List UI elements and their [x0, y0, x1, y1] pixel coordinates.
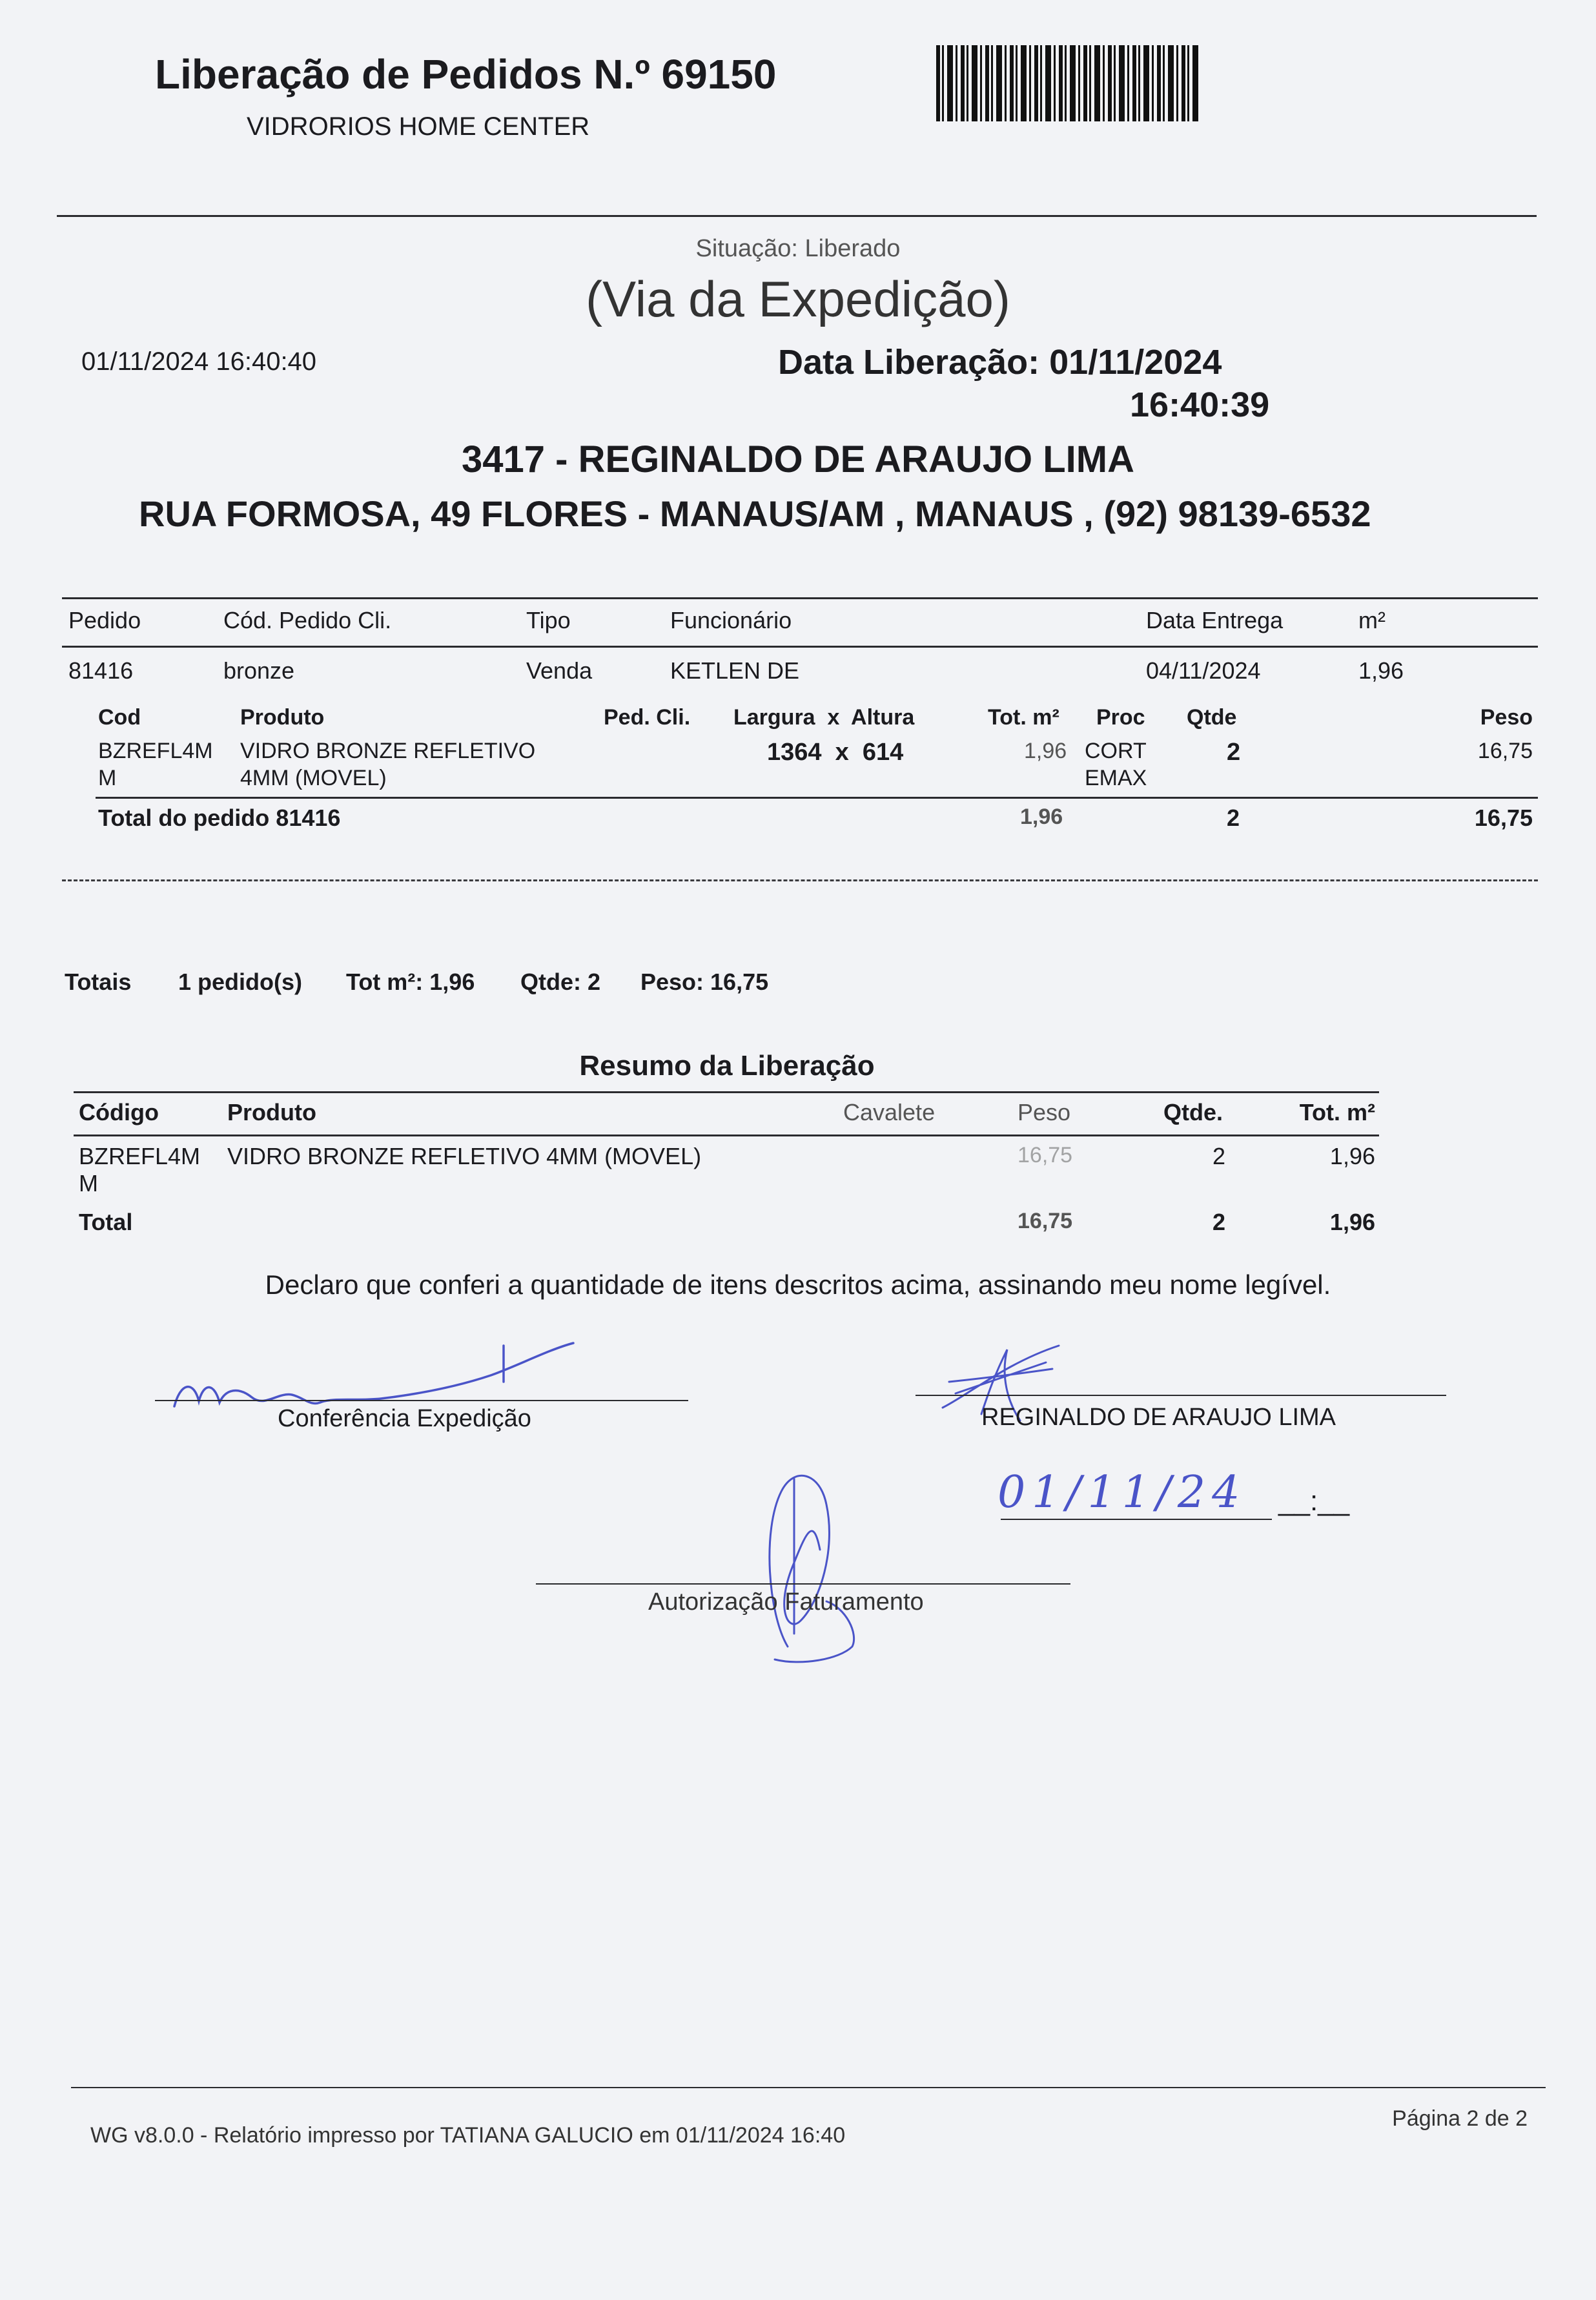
footer-page-number: Página 2 de 2	[1392, 2106, 1528, 2131]
order-cod-cli: bronze	[223, 657, 295, 684]
col-funcionario: Funcionário	[670, 607, 792, 633]
item-proc-line1: CORT	[1085, 739, 1147, 763]
order-total-qtde: 2	[1227, 805, 1240, 831]
summary-col-codigo: Código	[79, 1099, 159, 1125]
items-col-largura-altura: Largura x Altura	[733, 705, 915, 730]
summary-produto: VIDRO BRONZE REFLETIVO 4MM (MOVEL)	[227, 1143, 702, 1169]
item-peso: 16,75	[1477, 739, 1533, 763]
client-signature-label: REGINALDO DE ARAUJO LIMA	[981, 1404, 1336, 1431]
items-col-peso: Peso	[1480, 705, 1533, 730]
summary-col-peso: Peso	[1018, 1099, 1071, 1125]
order-funcionario: KETLEN DE	[670, 657, 800, 684]
declaration-text: Declaro que conferi a quantidade de itens descritos acima, assinando meu nome legível.	[265, 1269, 1331, 1300]
summary-codigo-line2: M	[79, 1170, 98, 1196]
summary-codigo-line1: BZREFL4M	[79, 1143, 201, 1169]
totals-label: Totais	[65, 969, 132, 995]
release-date: Data Liberação: 01/11/2024	[778, 343, 1222, 382]
order-tipo: Venda	[526, 657, 593, 684]
totals-pedidos: 1 pedido(s)	[178, 969, 303, 995]
item-largura-altura: 1364 x 614	[767, 739, 904, 766]
order-m2: 1,96	[1358, 657, 1404, 684]
summary-peso: 16,75	[1018, 1143, 1073, 1167]
client-address: RUA FORMOSA, 49 FLORES - MANAUS/AM , MANAUS , (92) 98139-6532	[139, 493, 1371, 534]
autorizacao-signature	[749, 1453, 865, 1666]
summary-total-tot-m2: 1,96	[1329, 1209, 1375, 1235]
summary-col-produto: Produto	[227, 1099, 316, 1125]
totals-peso: Peso: 16,75	[640, 969, 769, 995]
autorizacao-label: Autorização Faturamento	[648, 1588, 924, 1616]
barcode	[936, 45, 1200, 121]
totals-qtde: Qtde: 2	[520, 969, 601, 995]
summary-col-tot-m2: Tot. m²	[1299, 1099, 1375, 1125]
items-col-produto: Produto	[240, 705, 325, 730]
company-name: VIDRORIOS HOME CENTER	[247, 112, 590, 141]
items-col-ped-cli: Ped. Cli.	[604, 705, 691, 730]
order-total-label: Total do pedido 81416	[98, 805, 341, 831]
document-title: Liberação de Pedidos N.º 69150	[155, 51, 777, 98]
summary-col-cavalete: Cavalete	[843, 1099, 936, 1125]
conferencia-signature	[168, 1330, 581, 1414]
col-tipo: Tipo	[526, 607, 571, 633]
conferencia-label: Conferência Expedição	[278, 1405, 531, 1432]
item-cod-line2: M	[98, 766, 117, 790]
item-proc-line2: EMAX	[1085, 766, 1147, 790]
handwritten-date: 01/11/24	[998, 1467, 1247, 1518]
items-col-proc: Proc	[1096, 705, 1145, 730]
summary-total-qtde: 2	[1212, 1209, 1226, 1235]
order-total-m2: 1,96	[1020, 805, 1063, 829]
summary-qtde: 2	[1212, 1143, 1226, 1169]
situation-text: Situação: Liberado	[695, 235, 901, 262]
header-divider	[57, 215, 1537, 217]
col-pedido: Pedido	[68, 607, 141, 633]
summary-title: Resumo da Liberação	[579, 1050, 875, 1082]
item-tot-m2: 1,96	[1024, 739, 1067, 763]
items-col-qtde: Qtde	[1187, 705, 1237, 730]
item-qtde: 2	[1227, 739, 1241, 766]
item-cod-line1: BZREFL4M	[98, 739, 213, 763]
item-produto-line1: VIDRO BRONZE REFLETIVO	[240, 739, 536, 763]
date-time-blank: __:__	[1278, 1485, 1350, 1517]
release-time: 16:40:39	[1130, 385, 1270, 424]
summary-tot-m2: 1,96	[1329, 1143, 1375, 1169]
order-total-peso: 16,75	[1474, 805, 1533, 831]
col-m2: m²	[1358, 607, 1386, 633]
footer-printed-by: WG v8.0.0 - Relatório impresso por TATIANA GALUCIO em 01/11/2024 16:40	[90, 2123, 846, 2148]
col-data-entrega: Data Entrega	[1146, 607, 1284, 633]
order-data-entrega: 04/11/2024	[1146, 657, 1261, 684]
summary-total-peso: 16,75	[1018, 1209, 1073, 1233]
col-cod-pedido-cli: Cód. Pedido Cli.	[223, 607, 392, 633]
item-produto-line2: 4MM (MOVEL)	[240, 766, 387, 790]
totals-m2: Tot m²: 1,96	[346, 969, 475, 995]
items-col-tot-m2: Tot. m²	[988, 705, 1059, 730]
order-pedido: 81416	[68, 657, 134, 684]
summary-col-qtde: Qtde.	[1163, 1099, 1223, 1125]
summary-total-label: Total	[79, 1209, 133, 1235]
printed-datetime: 01/11/2024 16:40:40	[81, 347, 317, 376]
items-col-cod: Cod	[98, 705, 141, 730]
copy-type: (Via da Expedição)	[586, 271, 1010, 327]
client-name: 3417 - REGINALDO DE ARAUJO LIMA	[462, 438, 1134, 480]
